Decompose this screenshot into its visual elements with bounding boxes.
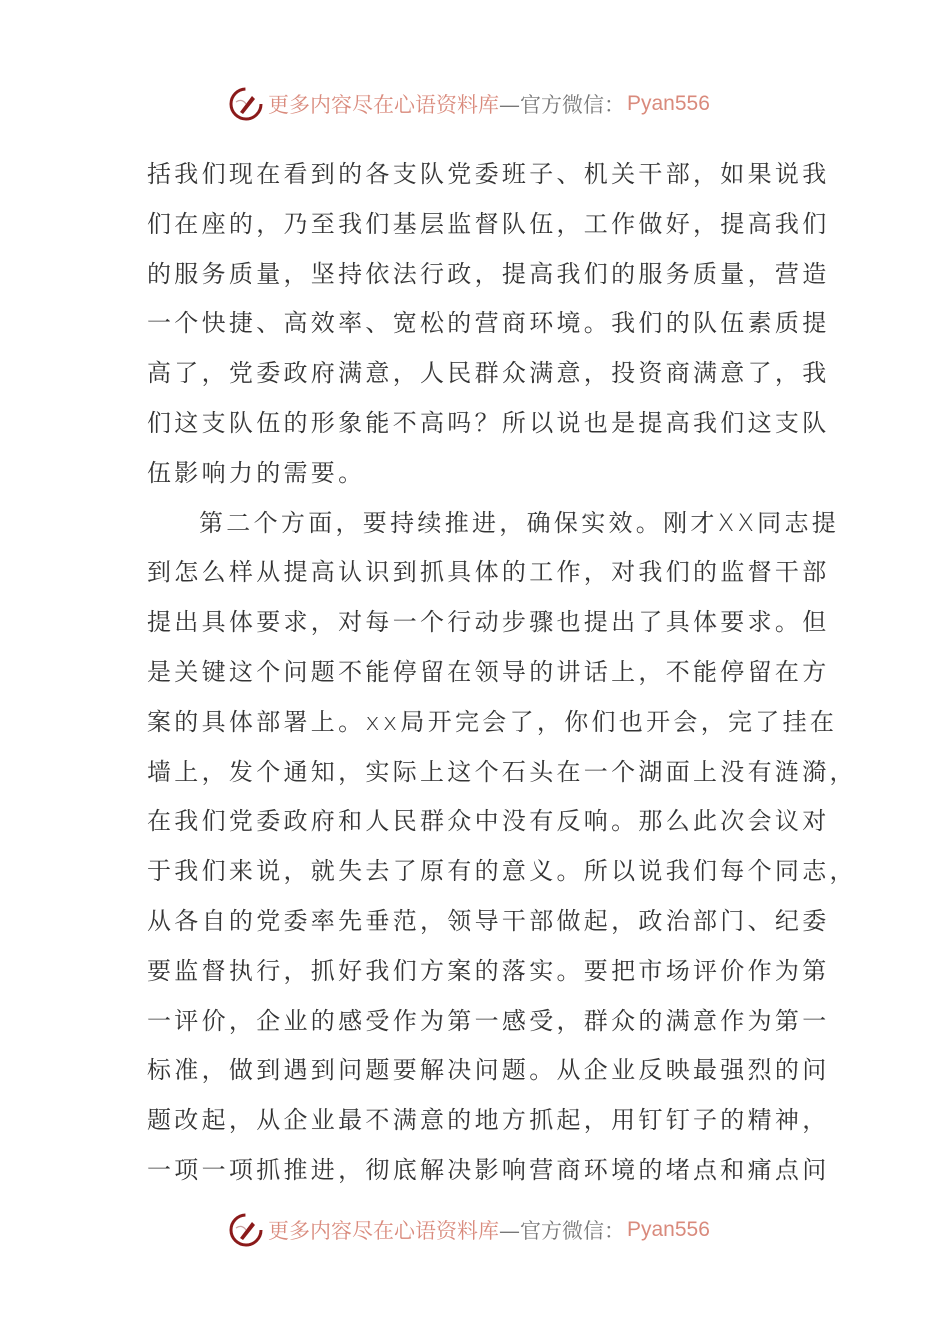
text-line: 从各自的党委率先垂范，领导干部做起，政治部门、纪委 — [147, 906, 830, 935]
header-banner — [228, 84, 710, 124]
pen-nib-logo-icon — [228, 86, 264, 122]
text-line: 要监督执行，抓好我们方案的落实。要把市场评价作为第 — [147, 956, 830, 985]
document-body — [147, 150, 857, 1196]
text-line: 的服务质量，坚持依法行政，提高我们的服务质量，营造 — [147, 259, 830, 288]
text-line: 标准，做到遇到问题要解决问题。从企业反映最强烈的问 — [147, 1056, 830, 1085]
site-name: 更多内容尽在心语资料库 — [268, 93, 499, 117]
pen-nib-logo-icon — [228, 1212, 264, 1248]
wechat-id: Pyan556 — [627, 92, 710, 115]
paragraph-start-line: 第二个方面，要持续推进，确保实效。刚才XX同志提 — [199, 508, 840, 537]
text-line: 墙上，发个通知，实际上这个石头在一个湖面上没有涟漪， — [147, 757, 857, 786]
text-line: 于我们来说，就失去了原有的意义。所以说我们每个同志， — [147, 857, 857, 886]
text-line: 一评价，企业的感受作为第一感受，群众的满意作为第一 — [147, 1006, 830, 1035]
wechat-label: —官方微信： — [499, 93, 625, 117]
text-line: 在我们党委政府和人民群众中没有反响。那么此次会议对 — [147, 807, 830, 836]
text-line: 们在座的，乃至我们基层监督队伍，工作做好，提高我们 — [147, 209, 830, 238]
text-line: 提出具体要求，对每一个行动步骤也提出了具体要求。但 — [147, 608, 830, 637]
text-line: 们这支队伍的形象能不高吗？所以说也是提高我们这支队 — [147, 408, 830, 437]
wechat-label: —官方微信： — [499, 1219, 625, 1243]
text-line: 题改起，从企业最不满意的地方抓起，用钉钉子的精神， — [147, 1106, 830, 1135]
text-line: 是关键这个问题不能停留在领导的讲话上，不能停留在方 — [147, 657, 830, 686]
text-line: 一项一项抓推进，彻底解决影响营商环境的堵点和痛点问 — [147, 1155, 830, 1184]
text-line: 一个快捷、高效率、宽松的营商环境。我们的队伍素质提 — [147, 309, 830, 338]
text-line: 伍影响力的需要。 — [147, 458, 366, 487]
text-line: 到怎么样从提高认识到抓具体的工作，对我们的监督干部 — [147, 558, 830, 587]
text-line: 案的具体部署上。xx局开完会了，你们也开会，完了挂在 — [147, 707, 838, 736]
site-name: 更多内容尽在心语资料库 — [268, 1219, 499, 1243]
wechat-id: Pyan556 — [627, 1218, 710, 1241]
text-line: 高了，党委政府满意，人民群众满意，投资商满意了，我 — [147, 359, 830, 388]
text-line: 括我们现在看到的各支队党委班子、机关干部，如果说我 — [147, 160, 830, 188]
footer-banner — [228, 1210, 710, 1250]
